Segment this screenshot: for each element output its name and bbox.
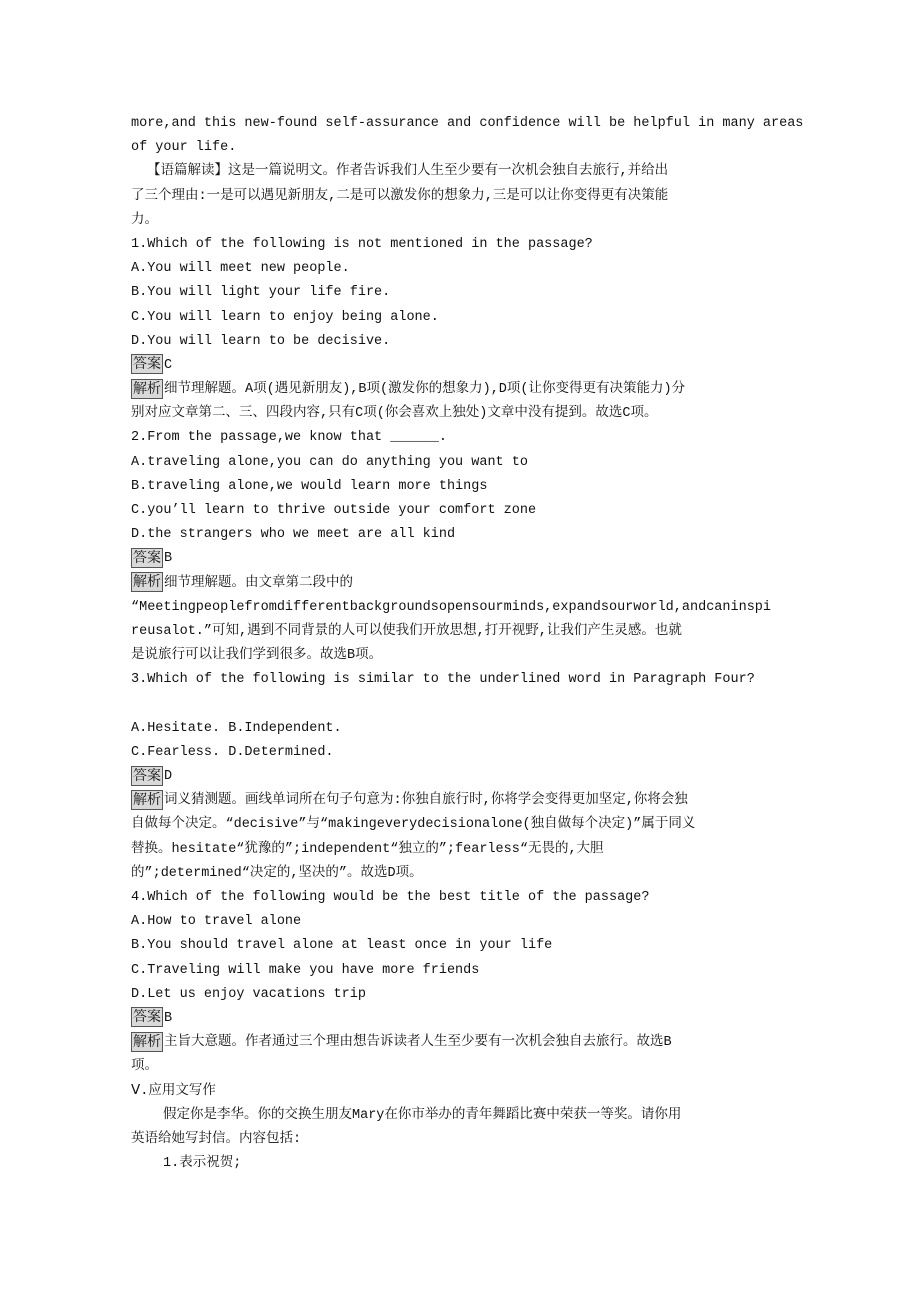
text-line [131, 499, 791, 523]
text-line [131, 451, 791, 475]
line-text: 词义猜测题。画线单词所在句子句意为:你独自旅行时,你将学会变得更加坚定,你将会独 [164, 793, 688, 809]
text-line [131, 306, 791, 330]
answer-line [131, 765, 791, 789]
line-text: A.You will meet new people. [131, 261, 350, 277]
analysis-line [131, 789, 791, 813]
line-text: D.You will learn to be decisive. [131, 333, 391, 349]
document-page [131, 112, 804, 1176]
line-text: 了三个理由:一是可以遇见新朋友,二是可以激发你的想象力,三是可以让你变得更有决策能 [131, 188, 669, 204]
text-line [131, 862, 791, 886]
text-line [131, 136, 791, 160]
analysis-line [131, 378, 791, 402]
line-text: 假定你是李华。你的交换生朋友Mary在你市举办的青年舞蹈比赛中荣获一等奖。请你用 [163, 1107, 682, 1123]
text-line [131, 838, 791, 862]
line-text: B.You will light your life fire. [131, 285, 391, 301]
text-line [131, 983, 791, 1007]
analysis-label: 解析 [133, 1033, 161, 1050]
line-text: more,and this new-found self-assurance and confidence will be helpful in many areas [131, 116, 804, 131]
line-text: C.Traveling will make you have more friends [131, 962, 480, 978]
line-text: 1.Which of the following is not mentioned in the passage? [131, 236, 593, 252]
line-text: “Meetingpeoplefromdifferentbackgroundsopensourminds,expandsourworld,andcaninspi [131, 599, 772, 615]
line-text: C.you’ll learn to thrive outside your comfort zone [131, 503, 537, 518]
line-text: 4.Which of the following would be the best title of the passage? [131, 890, 650, 905]
line-text: 【语篇解读】这是一篇说明文。作者告诉我们人生至少要有一次机会独自去旅行,并给出 [147, 164, 669, 180]
analysis-label: 解析 [133, 380, 161, 397]
text-line [131, 886, 791, 910]
line-text: A.traveling alone,you can do anything you want to [131, 454, 528, 470]
answer-line [131, 1007, 791, 1031]
text-line [131, 1055, 791, 1079]
line-text: B.traveling alone,we would learn more things [131, 478, 488, 494]
text-line [131, 160, 791, 184]
text-line [131, 402, 791, 426]
line-text: 项。 [131, 1059, 158, 1075]
text-line [131, 668, 791, 692]
text-line [131, 185, 791, 209]
line-text: A.Hesitate. B.Independent. [131, 720, 342, 736]
text-line [131, 717, 791, 741]
answer-label: 答案 [133, 356, 161, 373]
text-line [131, 330, 791, 354]
text-line [131, 233, 791, 257]
line-text: 的”;determined“决定的,坚决的”。故选D项。 [131, 865, 423, 881]
line-text: reusalot.”可知,遇到不同背景的人可以使我们开放思想,打开视野,让我们产生灵感。也就 [131, 623, 682, 639]
analysis-label: 解析 [133, 574, 161, 590]
line-text: D.Let us enjoy vacations trip [131, 986, 366, 1002]
line-text: 力。 [131, 212, 158, 228]
text-line [131, 1152, 791, 1176]
text-line [131, 910, 791, 934]
line-text: Ⅴ.应用文写作 [131, 1083, 216, 1099]
line-text: B [164, 551, 173, 567]
line-text: A.How to travel alone [131, 914, 302, 930]
line-text: C [164, 357, 173, 373]
analysis-label: 解析 [133, 791, 161, 808]
answer-line [131, 547, 791, 571]
text-line [131, 959, 791, 983]
text-line [131, 112, 804, 136]
line-text: D [164, 769, 173, 785]
line-text: 英语给她写封信。内容包括: [131, 1131, 302, 1147]
text-line [131, 620, 791, 644]
analysis-line [131, 1031, 791, 1055]
line-text: 是说旅行可以让我们学到很多。故选B项。 [131, 648, 383, 664]
text-line [131, 209, 791, 233]
line-text: 细节理解题。A项(遇见新朋友),B项(激发你的想象力),D项(让你变得更有决策能力)分 [164, 382, 686, 398]
text-line [131, 813, 791, 837]
line-text: 2.From the passage,we know that ______. [131, 430, 447, 446]
text-line [131, 644, 791, 668]
text-line [131, 1104, 791, 1128]
line-text: D.the strangers who we meet are all kind [131, 527, 456, 543]
line-text: 替换。hesitate“犹豫的”;independent“独立的”;fearless“无畏的,大胆 [131, 841, 604, 857]
line-text: of your life. [131, 140, 237, 156]
line-text: 细节理解题。由文章第二段中的 [164, 575, 353, 591]
answer-label: 答案 [133, 767, 161, 784]
text-line [131, 1128, 791, 1152]
text-line [131, 741, 791, 765]
line-text: 主旨大意题。作者通过三个理由想告诉读者人生至少要有一次机会独自去旅行。故选B [164, 1035, 672, 1051]
line-text: 自做每个决定。“decisive”与“makingeverydecisionalone(独自做每个决定)”属于同义 [131, 817, 696, 833]
text-line [131, 281, 791, 305]
text-line [131, 596, 791, 620]
text-line [131, 934, 791, 958]
text-line [131, 523, 791, 547]
line-text: 1.表示祝贺; [163, 1156, 242, 1172]
line-text: C.You will learn to enjoy being alone. [131, 309, 439, 325]
text-line [131, 426, 791, 450]
answer-label: 答案 [133, 1009, 161, 1026]
line-text: B [164, 1010, 173, 1026]
text-line [131, 475, 791, 499]
line-text: C.Fearless. D.Determined. [131, 744, 334, 760]
answer-label: 答案 [133, 549, 161, 566]
analysis-line [131, 572, 791, 596]
line-text: 3.Which of the following is similar to the underlined word in Paragraph Four? [131, 672, 755, 688]
answer-line [131, 354, 791, 378]
line-text: 别对应文章第二、三、四段内容,只有C项(你会喜欢上独处)文章中没有提到。故选C项。 [131, 406, 658, 422]
blank-line [131, 693, 791, 717]
text-line [131, 257, 791, 281]
text-line [131, 1080, 791, 1104]
line-text: B.You should travel alone at least once in your life [131, 938, 553, 954]
